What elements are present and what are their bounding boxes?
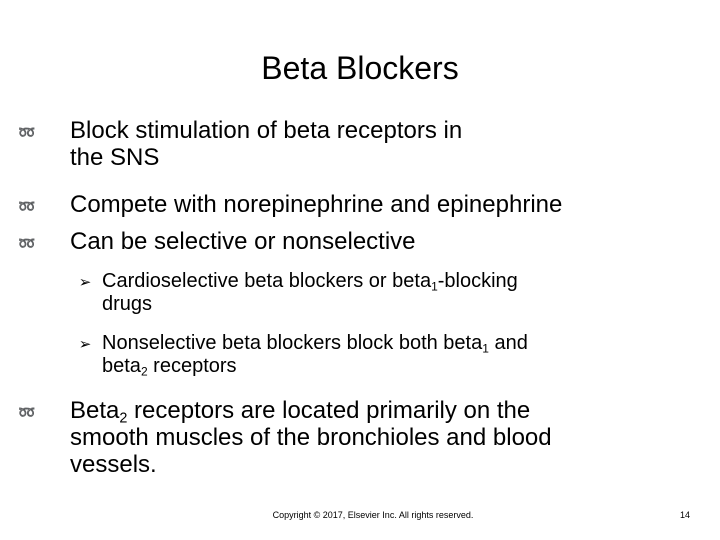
bullet-text-line: the SNS — [70, 144, 160, 171]
bullet-text-line: smooth muscles of the bronchioles and blood — [70, 424, 552, 451]
arrowhead-icon: ➢ — [78, 273, 92, 291]
text-run: Beta — [70, 397, 120, 424]
bullet-text-line: Can be selective or nonselective — [70, 228, 416, 255]
sub-bullet-text-line — [102, 270, 518, 293]
text-run: beta — [102, 355, 141, 377]
sub-bullet-item — [102, 270, 518, 316]
bullet-text-line — [70, 397, 552, 427]
slide-number: 14 — [679, 510, 690, 520]
curly-loop-icon: ➿ — [18, 125, 36, 141]
subscript: 2 — [119, 410, 128, 427]
sub-bullet-item — [102, 332, 528, 378]
text-run: receptors — [147, 355, 237, 377]
sub-bullet-text-line — [102, 355, 528, 378]
curly-loop-icon: ➿ — [18, 199, 36, 215]
text-run: receptors are located primarily on the — [127, 397, 531, 424]
arrowhead-icon: ➢ — [78, 335, 92, 353]
bullet-item — [70, 228, 416, 255]
sub-bullet-text-line — [102, 332, 528, 355]
bullet-item — [70, 191, 562, 218]
text-run: Cardioselective beta blockers or beta — [102, 270, 432, 292]
bullet-text-line: Compete with norepinephrine and epinephrine — [70, 191, 563, 218]
slide-title: Beta Blockers — [261, 50, 459, 86]
text-run: -blocking — [437, 270, 518, 292]
bullet-item — [70, 397, 552, 478]
text-run: Nonselective beta blockers block both beta — [102, 332, 483, 354]
curly-loop-icon: ➿ — [18, 405, 36, 421]
subscript: 1 — [482, 341, 489, 356]
text-run: and — [488, 332, 528, 354]
curly-loop-icon: ➿ — [18, 236, 36, 252]
bullet-text-line: vessels. — [70, 451, 157, 478]
subscript: 1 — [431, 279, 438, 294]
subscript: 2 — [140, 364, 148, 379]
sub-bullet-text-line: drugs — [102, 293, 153, 315]
footer-copyright: Copyright © 2017, Elsevier Inc. All rights reserved. — [272, 510, 474, 520]
bullet-item — [70, 117, 462, 171]
bullet-text-line: Block stimulation of beta receptors in — [70, 117, 463, 144]
